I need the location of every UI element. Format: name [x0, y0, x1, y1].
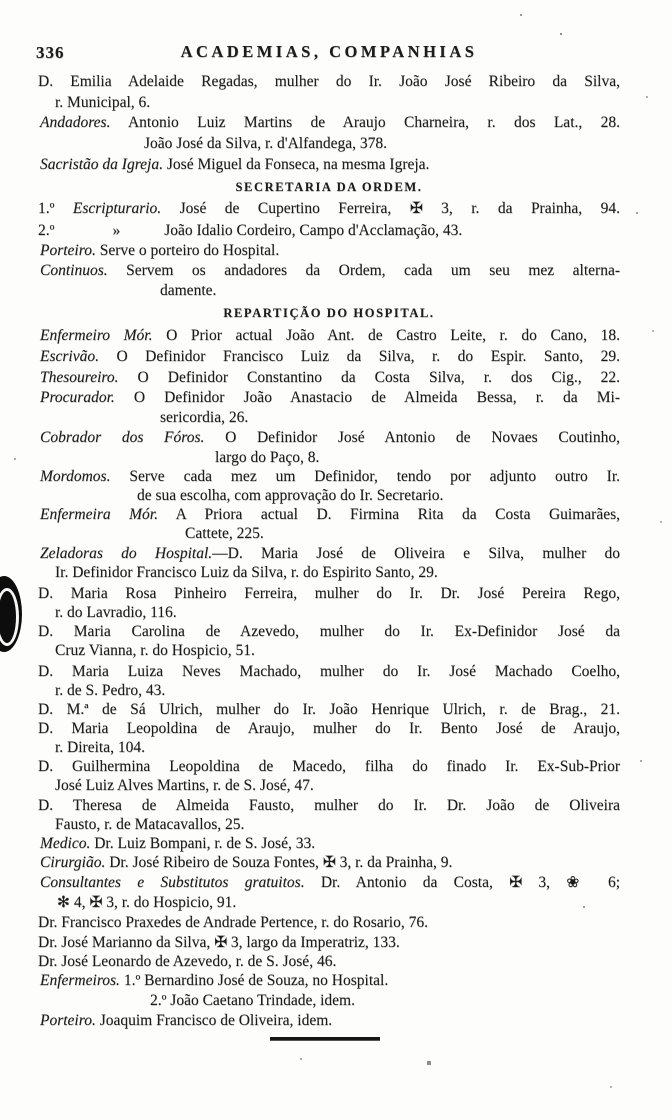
text-line: [55, 738, 145, 757]
text-line: [144, 134, 387, 153]
text-line: [40, 505, 620, 524]
text-line: [40, 544, 620, 563]
section-heading: [38, 304, 620, 323]
text-segment: A Priora actual D. Firmina Rita da Costa Guimarães,: [157, 506, 621, 523]
text-segment: Zeladoras do Hospital.: [40, 545, 213, 562]
text-segment: Servem os andadores da Ordem, cada um seu mez alterna-: [107, 262, 620, 279]
text-segment: José Miguel da Fonseca, na mesma Igreja.: [163, 156, 430, 173]
text-line: [55, 563, 438, 582]
text-segment: REPARTIÇÃO DO HOSPITAL.: [223, 306, 435, 320]
text-line: [40, 971, 388, 990]
text-segment: O Definidor Constantino da Costa Silva, r. dos Cig., 22.: [118, 369, 620, 386]
text-segment: Medico.: [40, 835, 91, 852]
text-line: [38, 757, 620, 776]
text-line: [38, 72, 620, 91]
text-line: [38, 913, 428, 932]
text-segment: Andadores.: [40, 114, 111, 131]
text-segment: Cobrador dos Fóros.: [40, 429, 205, 446]
text-line: [55, 681, 165, 700]
text-segment: Escrivão.: [40, 348, 99, 365]
text-line: [137, 486, 443, 505]
text-segment: Enfermeira Mór.: [40, 506, 158, 523]
text-line: [40, 1011, 332, 1030]
ink-blot-detail: [0, 588, 19, 646]
text-line: [40, 261, 620, 280]
text-line: [215, 448, 319, 467]
text-segment: Sacristão da Igreja.: [40, 156, 163, 173]
text-segment: Porteiro.: [40, 1012, 96, 1029]
text-line: [40, 241, 279, 260]
text-segment: Escripturario.: [72, 200, 162, 217]
text-segment: 2.º João Caetano Trindade, idem.: [150, 992, 355, 1009]
ink-blot-artifact: [0, 576, 22, 652]
text-segment: Serve cada mez um Definidor, tendo por adjunto outro Ir.: [110, 468, 620, 485]
text-segment: r. do Lavradio, 116.: [55, 604, 177, 621]
text-line: [160, 408, 248, 427]
text-segment: Mordomos.: [40, 468, 111, 485]
text-segment: damente.: [160, 282, 217, 299]
text-segment: D. Guilhermina Leopoldina de Macedo, filha do finado Ir. Ex-Sub-Prior: [38, 758, 620, 775]
text-segment: Enfermeiro Mór.: [40, 327, 153, 344]
section-heading: [38, 178, 620, 197]
text-segment: Joaquim Francisco de Oliveira, idem.: [95, 1012, 333, 1029]
text-line: [40, 155, 429, 174]
text-segment: José de Cupertino Ferreira, ✠ 3, r. da Prainha, 94.: [161, 200, 620, 217]
text-segment: sericordia, 26.: [160, 409, 249, 426]
text-segment: Ir. Definidor Francisco Luiz da Silva, r. do Espirito Santo, 29.: [55, 564, 438, 581]
text-segment: O Definidor José Antonio de Novaes Coutinho,: [204, 429, 620, 446]
text-segment: Serve o porteiro do Hospital.: [95, 242, 280, 259]
text-line: [38, 700, 620, 719]
running-title: ACADEMIAS, COMPANHIAS: [180, 42, 478, 61]
text-segment: D. Maria Luiza Neves Machado, mulher do Ir. José Machado Coelho,: [38, 663, 620, 680]
text-segment: João Idalio Cordeiro, Campo d'Acclamação, 43.: [164, 222, 463, 239]
text-segment: Cruz Vianna, r. do Hospicio, 51.: [55, 642, 255, 659]
text-line: [40, 326, 620, 345]
text-segment: 1.º: [38, 200, 73, 217]
end-divider-rule: [270, 1037, 380, 1041]
text-line: [55, 603, 177, 622]
text-segment: D. Maria Carolina de Azevedo, mulher do Ir. Ex-Definidor José da: [38, 623, 620, 640]
text-segment: D. Emilia Adelaide Regadas, mulher do Ir. João José Ribeiro da Silva,: [38, 73, 620, 90]
text-line: [55, 776, 314, 795]
text-line: [40, 388, 620, 407]
text-line: [160, 281, 216, 300]
text-segment: r. Direita, 104.: [55, 739, 145, 756]
text-segment: SECRETARIA DA ORDEM.: [235, 180, 423, 194]
text-segment: Thesoureiro.: [40, 369, 119, 386]
text-segment: D. Maria Leopoldina de Araujo, mulher do Ir. Bento José de Araujo,: [38, 720, 620, 737]
text-segment: r. de S. Pedro, 43.: [55, 682, 166, 699]
text-line: [38, 662, 620, 681]
text-line: [40, 347, 620, 366]
text-line: [40, 113, 620, 132]
text-line: [150, 991, 355, 1010]
text-segment: D. Maria Rosa Pinheiro Ferreira, mulher do Ir. Dr. José Pereira Rego,: [38, 585, 620, 602]
text-segment: »: [112, 222, 121, 239]
text-segment: Dr. José Marianno da Silva, ✠ 3, largo da Imperatriz, 133.: [38, 934, 400, 951]
text-line: [40, 428, 620, 447]
text-segment: ✻ 4, ✠ 3, r. do Hospicio, 91.: [57, 894, 237, 911]
text-segment: Dr. José Ribeiro de Souza Fontes, ✠ 3, r. da Prainha, 9.: [105, 854, 453, 871]
scan-noise: [0, 0, 2, 2]
text-line: [57, 893, 236, 912]
text-line: [40, 853, 452, 872]
text-line: [40, 834, 315, 853]
text-segment: Cirurgião.: [40, 854, 106, 871]
text-segment: Consultantes e Substitutos gratuitos.: [40, 874, 305, 891]
text-segment: Dr. José Leonardo de Azevedo, r. de S. José, 46.: [38, 953, 337, 970]
text-segment: Dr. Antonio da Costa, ✠ 3, ❀ 6;: [304, 874, 621, 891]
text-line: [38, 933, 400, 952]
text-segment: O Definidor João Anastacio de Almeida Bessa, r. da Mi-: [114, 389, 620, 406]
text-segment: Porteiro.: [40, 242, 96, 259]
text-line: [40, 467, 620, 486]
text-segment: Dr. Francisco Praxedes de Andrade Pertence, r. do Rosario, 76.: [38, 914, 428, 931]
text-segment: Fausto, r. de Matacavallos, 25.: [55, 816, 245, 833]
text-line: [55, 815, 244, 834]
page-number: 336: [36, 43, 65, 62]
text-line: [40, 368, 620, 387]
text-segment: Procurador.: [40, 389, 115, 406]
text-segment: Enfermeiros.: [40, 972, 120, 989]
text-line: [38, 221, 462, 240]
text-segment: O Prior actual João Ant. de Castro Leite, r. do Cano, 18.: [152, 327, 621, 344]
text-segment: Dr. Luiz Bompani, r. de S. José, 33.: [90, 835, 316, 852]
text-segment: O Definidor Francisco Luiz da Silva, r. do Espir. Santo, 29.: [98, 348, 620, 365]
text-segment: —D. Maria José de Oliveira e Silva, mulher do: [212, 545, 620, 562]
text-segment: de sua escolha, com approvação do Ir. Secretario.: [137, 487, 444, 504]
text-line: [38, 952, 336, 971]
text-line: [40, 873, 620, 892]
text-segment: João José da Silva, r. d'Alfandega, 378.: [144, 135, 387, 152]
text-line: [38, 622, 620, 641]
text-line: [55, 641, 255, 660]
text-segment: Antonio Luiz Martins de Araujo Charneira, r. dos Lat., 28.: [110, 114, 620, 131]
text-segment: D. M.ª de Sá Ulrich, mulher do Ir. João Henrique Ulrich, r. de Brag., 21.: [38, 701, 620, 718]
text-segment: 1.º Bernardino José de Souza, no Hospital.: [119, 972, 389, 989]
text-segment: José Luiz Alves Martins, r. de S. José, 47.: [55, 777, 314, 794]
text-line: [55, 93, 150, 112]
text-line: [185, 524, 264, 543]
text-line: [38, 199, 620, 218]
text-line: [38, 796, 620, 815]
text-line: [38, 584, 620, 603]
text-segment: D. Theresa de Almeida Fausto, mulher do Ir. Dr. João de Oliveira: [38, 797, 620, 814]
text-line: [38, 719, 620, 738]
text-segment: Continuos.: [40, 262, 108, 279]
text-segment: r. Municipal, 6.: [55, 94, 151, 111]
text-segment: largo do Paço, 8.: [215, 449, 320, 466]
text-segment: Cattete, 225.: [185, 525, 264, 542]
text-segment: 2.º: [38, 222, 55, 239]
